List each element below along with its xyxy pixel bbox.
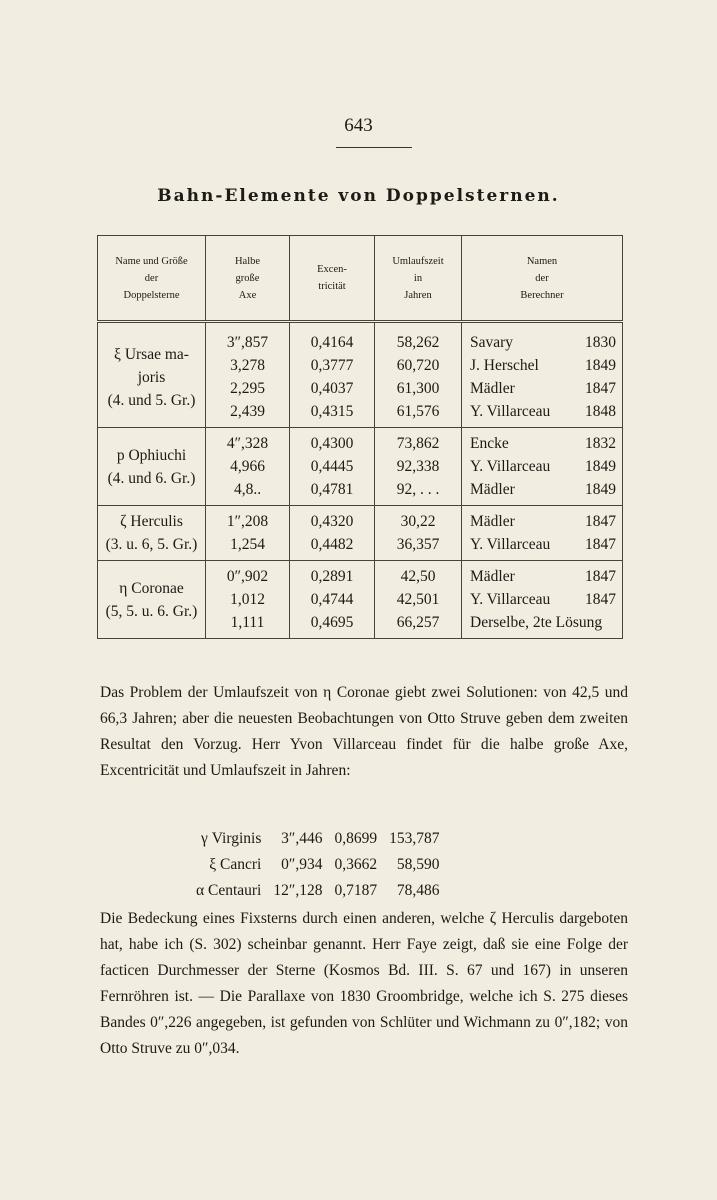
ecc-value: 0,4695 (310, 614, 354, 631)
period-value: 73,862 (396, 435, 440, 452)
axis-value: 4,966 (230, 458, 265, 475)
header-period-line: in (413, 272, 423, 284)
ecc-value: 0,4315 (310, 403, 354, 420)
header-period-line: Jahren (404, 289, 432, 301)
villarceau-values-table (190, 826, 445, 904)
header-period (375, 236, 462, 322)
table-row (98, 322, 623, 428)
period-value: 42,501 (396, 591, 440, 608)
header-star-line: Name und Größe (115, 255, 188, 267)
orbit-elements-table (97, 235, 623, 639)
period-cell (375, 561, 462, 639)
calculator-cell (462, 506, 623, 561)
axis-value: 0″,902 (226, 568, 269, 585)
period-cell (375, 322, 462, 428)
axis-cell (206, 506, 290, 561)
values-period: 78,486 (396, 882, 440, 899)
calculator-line (462, 455, 622, 478)
ecc-value: 0,4164 (310, 334, 354, 351)
table-title: Bahn-Elemente von Doppelsternen. (157, 186, 560, 206)
calculator-line (462, 565, 622, 588)
values-axis: 12″,128 (273, 882, 323, 899)
calculator-year: 1849 (585, 357, 616, 374)
period-value: 92, . . . (396, 481, 440, 498)
calculator-year: 1830 (585, 334, 616, 351)
star-magnitude: (4. und 6. Gr.) (107, 469, 196, 487)
calculator-cell (462, 428, 623, 506)
values-axis: 0″,934 (281, 856, 323, 873)
calculator-name: Y. Villarceau (470, 403, 551, 420)
calculator-line (462, 478, 622, 501)
axis-value: 1,012 (230, 591, 265, 608)
values-ecc: 0,3662 (334, 856, 378, 873)
eccentricity-cell (290, 322, 375, 428)
calculator-name: Derselbe, 2te Lösung (470, 614, 603, 631)
calculator-name: Y. Villarceau (470, 458, 551, 475)
calculator-year: 1847 (585, 536, 616, 553)
calculator-name: Mädler (470, 481, 515, 498)
header-ecc-line: tricität (318, 281, 346, 292)
header-calc-line: Berechner (520, 289, 564, 301)
ecc-value: 0,2891 (310, 568, 354, 585)
page-number-rule (336, 147, 412, 148)
star-magnitude: (4. und 5. Gr.) (107, 391, 196, 409)
body-paragraph-1: Das Problem der Umlaufszeit von η Coronae giebt zwei Solutionen: von 42,5 und 66,3 Jahren; aber die neuesten Beobachtungen von Otto Struve geben dem zweiten Resultat den Vorzug. Herr Yvon Villarceau findet für die halbe große Axe, Excentricität und Umlaufszeit in Jahren: (100, 684, 628, 779)
ecc-value: 0,4482 (310, 536, 354, 553)
period-value: 42,50 (400, 568, 436, 585)
calculator-year: 1832 (585, 435, 616, 452)
period-cell (375, 428, 462, 506)
period-value: 61,300 (396, 380, 440, 397)
header-axis-line: Axe (238, 289, 257, 301)
values-ecc: 0,8699 (334, 830, 378, 847)
calculator-line (462, 510, 622, 533)
header-axis (206, 236, 290, 322)
axis-value: 4″,328 (226, 435, 269, 452)
header-star (98, 236, 206, 322)
values-star: γ Virginis (201, 830, 262, 847)
period-value: 66,257 (396, 614, 440, 631)
star-name: η Coronae (119, 579, 184, 597)
star-cell (98, 428, 206, 506)
page-number: 643 (344, 115, 373, 136)
values-star: ξ Cancri (209, 856, 262, 873)
star-magnitude: (5, 5. u. 6. Gr.) (105, 602, 198, 620)
axis-value: 4,8.. (233, 481, 262, 498)
star-name: ξ Ursae ma- (114, 345, 189, 363)
period-value: 30,22 (400, 513, 436, 530)
header-star-line: Doppelsterne (123, 289, 180, 301)
header-calc-line: der (535, 272, 549, 284)
axis-cell (206, 561, 290, 639)
calculator-line (462, 377, 622, 400)
star-name: p Ophiuchi (116, 446, 187, 464)
period-cell (375, 506, 462, 561)
calculator-year: 1847 (585, 568, 616, 585)
header-calc-line: Namen (526, 255, 558, 267)
axis-value: 2,295 (230, 380, 265, 397)
calculator-name: Y. Villarceau (470, 536, 551, 553)
header-star-line: der (144, 272, 159, 284)
header-axis-line: Halbe (234, 255, 261, 267)
calculator-year: 1847 (585, 513, 616, 530)
calculator-line (462, 432, 622, 455)
ecc-value: 0,4744 (310, 591, 354, 608)
eccentricity-cell (290, 561, 375, 639)
table-row (98, 506, 623, 561)
values-row (190, 852, 445, 878)
calculator-name: Y. Villarceau (470, 591, 551, 608)
calculator-name: Mädler (470, 568, 515, 585)
axis-cell (206, 428, 290, 506)
values-period: 153,787 (389, 830, 440, 847)
calculator-line (462, 611, 622, 634)
period-value: 58,262 (396, 334, 440, 351)
header-eccentricity (290, 236, 375, 322)
calculator-name: J. Herschel (470, 357, 539, 374)
body-paragraph-2: Die Bedeckung eines Fixsterns durch einen anderen, welche ζ Herculis dargeboten hat, habe ich (S. 302) scheinbar genannt. Herr Faye zeigt, daß sie eine Folge der facticen Durchmesser der Sterne (Kosmos Bd. III. S. 67 und 167) in unseren Fernröhren ist. — Die Parallaxe von 1830 Groombridge, welche ich S. 275 dieses Bandes 0″,226 angegeben, ist gefunden von Schlüter und Wichmann zu 0″,182; von Otto Struve zu 0″,034. (100, 910, 628, 1057)
axis-value: 3,278 (230, 357, 265, 374)
calculator-name: Mädler (470, 380, 515, 397)
calculator-cell (462, 322, 623, 428)
calculator-year: 1848 (585, 403, 616, 420)
calculator-year: 1849 (585, 481, 616, 498)
axis-value: 1,254 (230, 536, 265, 553)
calculator-year: 1847 (585, 591, 616, 608)
axis-cell (206, 322, 290, 428)
table-row (98, 561, 623, 639)
star-name: ζ Herculis (120, 513, 183, 530)
values-star: α Centauri (196, 882, 262, 899)
header-calculators (462, 236, 623, 322)
period-value: 92,338 (396, 458, 440, 475)
period-value: 60,720 (396, 357, 440, 374)
eccentricity-cell (290, 428, 375, 506)
period-value: 36,357 (396, 536, 440, 553)
table-header-row (98, 236, 623, 322)
axis-value: 1,111 (230, 614, 265, 631)
values-row (190, 826, 445, 852)
star-magnitude: (3. u. 6, 5. Gr.) (105, 536, 198, 553)
calculator-cell (462, 561, 623, 639)
star-name: joris (137, 368, 166, 386)
calculator-line (462, 400, 622, 423)
calculator-year: 1849 (585, 458, 616, 475)
calculator-line (462, 354, 622, 377)
axis-value: 1″,208 (226, 513, 269, 530)
calculator-line (462, 331, 622, 354)
table-row (98, 428, 623, 506)
ecc-value: 0,3777 (310, 357, 354, 374)
ecc-value: 0,4300 (310, 435, 354, 452)
values-row (190, 878, 445, 904)
axis-value: 2,439 (230, 403, 265, 420)
values-axis: 3″,446 (281, 830, 323, 847)
star-cell (98, 506, 206, 561)
calculator-line (462, 588, 622, 611)
calculator-line (462, 533, 622, 556)
calculator-name: Mädler (470, 513, 515, 530)
period-value: 61,576 (396, 403, 440, 420)
calculator-name: Encke (470, 435, 509, 452)
ecc-value: 0,4781 (310, 481, 354, 498)
header-period-line: Umlaufszeit (392, 255, 444, 267)
axis-value: 3″,857 (226, 334, 269, 351)
calculator-year: 1847 (585, 380, 616, 397)
eccentricity-cell (290, 506, 375, 561)
header-ecc-line: Excen- (317, 264, 347, 275)
calculator-name: Savary (470, 334, 514, 351)
header-axis-line: große (235, 272, 260, 284)
star-cell (98, 561, 206, 639)
values-ecc: 0,7187 (334, 882, 378, 899)
ecc-value: 0,4320 (310, 513, 354, 530)
ecc-value: 0,4445 (310, 458, 354, 475)
ecc-value: 0,4037 (310, 380, 354, 397)
star-cell (98, 322, 206, 428)
values-period: 58,590 (396, 856, 440, 873)
